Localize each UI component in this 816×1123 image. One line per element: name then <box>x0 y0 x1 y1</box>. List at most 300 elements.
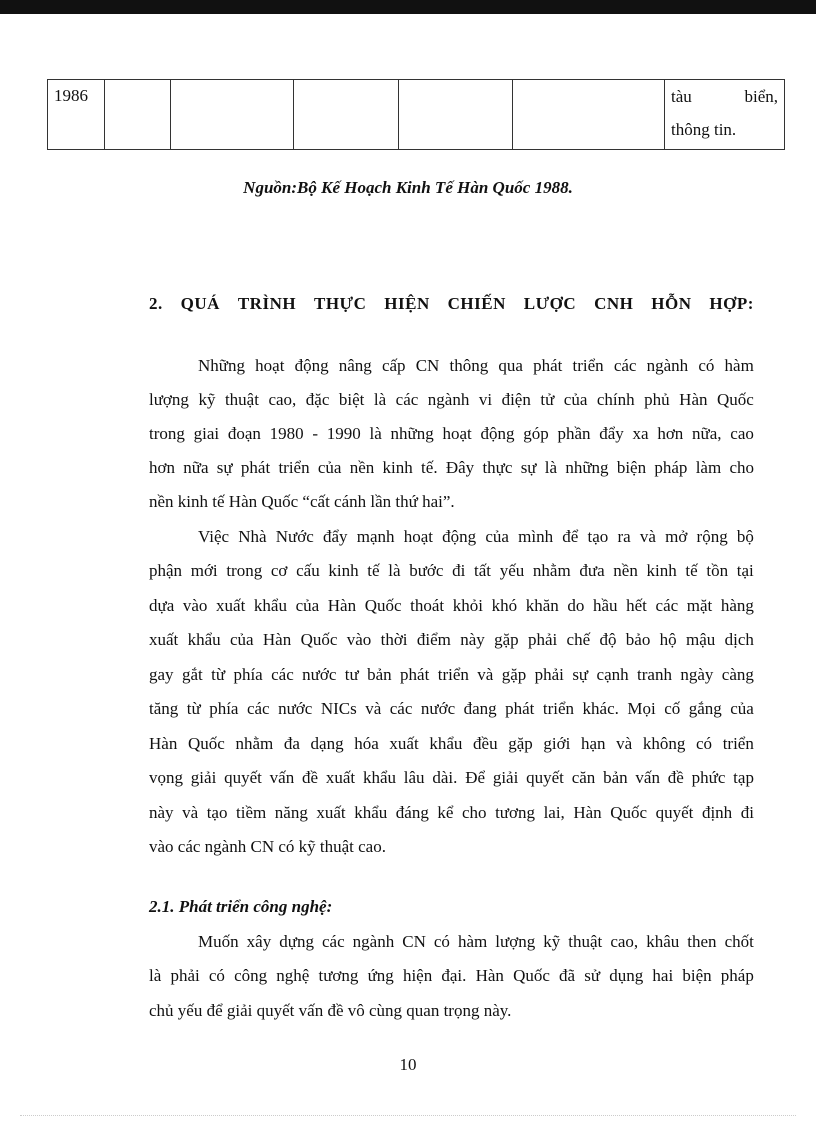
word: phải <box>170 966 200 985</box>
table-cell <box>513 80 665 150</box>
word: và <box>639 527 656 546</box>
word: nước <box>278 699 313 718</box>
word: đề <box>302 768 319 787</box>
word: đoạn <box>227 424 261 443</box>
word: Mọi <box>627 699 656 718</box>
word: do <box>567 596 585 615</box>
word: tạo <box>587 527 609 546</box>
word: các <box>321 932 345 951</box>
word: phải <box>534 665 564 684</box>
word: pháp <box>720 966 754 985</box>
word: mình <box>518 527 554 546</box>
word: cố <box>664 699 681 718</box>
word: hoạt <box>442 424 472 443</box>
word: tranh <box>637 665 672 684</box>
word: triển <box>542 699 575 718</box>
source-note: Nguồn:Bộ Kế Hoạch Kinh Tế Hàn Quốc 1988. <box>243 178 573 197</box>
word: dạng <box>310 734 344 753</box>
last-cell-line-1 <box>671 80 778 113</box>
word: tất <box>474 561 492 580</box>
word: gắt <box>181 665 203 684</box>
word: căn <box>571 768 596 787</box>
word: hơn <box>149 458 175 477</box>
word: cho <box>729 458 754 477</box>
word: ngành <box>427 390 470 409</box>
word: khẩu <box>253 596 287 615</box>
word: dài. <box>432 768 458 787</box>
word: phận <box>149 561 183 580</box>
word: vào <box>346 630 372 649</box>
word: và <box>365 699 382 718</box>
paragraph-line <box>149 424 754 444</box>
word: mạnh <box>356 527 395 546</box>
word: Quốc <box>610 803 648 822</box>
word: thực <box>482 458 513 477</box>
table-row <box>48 80 785 150</box>
word: gay <box>149 665 174 684</box>
word: 1980 <box>269 424 304 443</box>
word: biện <box>616 458 647 477</box>
heading-word: HỢP: <box>709 294 754 313</box>
word: Việc <box>198 527 230 546</box>
word: xuất <box>216 596 246 615</box>
word: dựa <box>149 596 175 615</box>
word: đẩy <box>599 424 624 443</box>
paragraph-line <box>149 390 754 410</box>
word: dụng <box>609 966 644 985</box>
word: kinh <box>382 458 413 477</box>
word: Hàn <box>475 966 504 985</box>
word: kinh <box>646 561 677 580</box>
word: kỹ <box>543 932 561 951</box>
word: hộ <box>659 630 677 649</box>
last-cell-line-2: thông tin. <box>671 120 737 139</box>
paragraph-line <box>198 932 754 952</box>
heading-word: HIỆN <box>384 294 430 313</box>
word: hàng <box>720 596 754 615</box>
word: là <box>544 458 558 477</box>
word: hoạt <box>403 527 433 546</box>
word: biệt <box>338 390 365 409</box>
word: nước <box>302 665 337 684</box>
paragraph-line <box>149 966 754 986</box>
word: tăng <box>149 699 179 718</box>
word: thuật <box>568 932 603 951</box>
paragraph-line <box>149 630 754 650</box>
word: triển <box>722 734 754 753</box>
word: đi <box>740 803 754 822</box>
word: trong <box>149 424 185 443</box>
word: làm <box>695 458 722 477</box>
word: ngành <box>352 932 395 951</box>
word: của <box>485 527 509 546</box>
word: tử <box>540 390 555 409</box>
word: gặp <box>494 630 519 649</box>
word: then <box>687 932 717 951</box>
word: 1990 <box>326 424 361 443</box>
word: cơ <box>270 561 288 580</box>
word: điện <box>501 390 531 409</box>
word: khẩu <box>429 734 463 753</box>
word: công <box>234 966 268 985</box>
word: tiềm <box>236 803 267 822</box>
word: đại. <box>441 966 467 985</box>
word: Để <box>465 768 486 787</box>
word: là <box>373 390 387 409</box>
word: khâu <box>646 932 680 951</box>
word: thoát <box>410 596 445 615</box>
paragraph-line <box>149 734 754 754</box>
paragraph-line <box>149 596 754 616</box>
word: bộ <box>736 527 754 546</box>
heading-word: CHIẾN <box>447 294 506 313</box>
word: ra <box>617 527 631 546</box>
word: bước <box>409 561 444 580</box>
word: mới <box>190 561 218 580</box>
word: đi <box>452 561 466 580</box>
table-cell <box>105 80 171 150</box>
word: nữa <box>183 458 209 477</box>
word: lâu <box>403 768 425 787</box>
word: Những <box>198 356 245 375</box>
word: có <box>698 356 715 375</box>
word: tế <box>685 561 698 580</box>
word: đang <box>463 699 497 718</box>
word: kinh <box>328 561 359 580</box>
word: gắng <box>688 699 722 718</box>
table-cell <box>294 80 399 150</box>
word: hạn <box>580 734 606 753</box>
word: tế <box>367 561 380 580</box>
word: nước <box>420 699 456 718</box>
word: định <box>701 803 733 822</box>
last-cell <box>665 80 785 150</box>
word: Hàn <box>679 390 708 409</box>
word: xuất <box>389 734 419 753</box>
word: đẩy <box>323 527 348 546</box>
word: Hàn <box>149 734 178 753</box>
word: qua <box>498 356 523 375</box>
word: đã <box>559 966 576 985</box>
word: đa <box>283 734 300 753</box>
word: Quốc <box>364 596 402 615</box>
word: phát <box>505 699 535 718</box>
word: nền <box>613 561 638 580</box>
word: đều <box>473 734 498 753</box>
table-cell <box>399 80 513 150</box>
word: chế <box>566 630 591 649</box>
word: vọng <box>149 768 183 787</box>
word: các <box>389 699 413 718</box>
word: biển, <box>744 87 778 106</box>
paragraph-line: nền kinh tế Hàn Quốc “cất cánh lần thứ hai”. <box>149 492 455 511</box>
word: NICs <box>320 699 357 718</box>
word: động <box>480 424 515 443</box>
word: phải <box>527 630 558 649</box>
word: khác. <box>582 699 619 718</box>
word: Nước <box>275 527 314 546</box>
word: nâng <box>338 356 372 375</box>
word: tàu <box>671 87 692 106</box>
word: và <box>477 665 494 684</box>
word: những <box>390 424 434 443</box>
word: rộng <box>696 527 728 546</box>
word: hơn <box>657 424 684 443</box>
heading-word: HỖN <box>651 294 692 313</box>
word: năng <box>274 803 308 822</box>
word: Hàn <box>573 803 602 822</box>
word: triển <box>278 458 310 477</box>
word: tương <box>495 803 536 822</box>
word: mở <box>665 527 688 546</box>
word: quyết <box>526 768 564 787</box>
word: tạo <box>206 803 228 822</box>
word: yếu <box>499 561 525 580</box>
word: khẩu <box>354 803 388 822</box>
word: động <box>294 356 329 375</box>
section-heading <box>149 294 754 314</box>
word: CN <box>402 932 426 951</box>
word: CN <box>415 356 440 375</box>
paragraph-line <box>149 458 754 478</box>
word: đề <box>667 768 684 787</box>
heading-word: LƯỢC <box>523 294 577 313</box>
word: xây <box>246 932 272 951</box>
word: giải <box>190 768 217 787</box>
word: thuật <box>224 390 259 409</box>
word: phức <box>691 768 726 787</box>
data-table <box>47 79 785 150</box>
word: cấu <box>296 561 320 580</box>
year-text: 1986 <box>54 86 88 105</box>
paragraph-line: vào các ngành CN có kỹ thuật cao. <box>149 837 386 856</box>
word: là <box>388 561 401 580</box>
heading-word: THỰC <box>313 294 367 313</box>
word: bản <box>367 665 392 684</box>
word: ngành <box>646 356 689 375</box>
paragraph-line <box>149 699 754 719</box>
word: khó <box>491 596 518 615</box>
word: nữa, <box>692 424 722 443</box>
word: giải <box>492 768 519 787</box>
word: góp <box>523 424 549 443</box>
heading-word: CNH <box>594 294 634 313</box>
word: phía <box>209 699 239 718</box>
word: chính <box>596 390 635 409</box>
table-cell <box>171 80 294 150</box>
word: cho <box>461 803 487 822</box>
word: lượng <box>495 932 536 951</box>
word: tạp <box>733 768 754 787</box>
word: Quốc <box>300 630 338 649</box>
paragraph-line <box>149 665 754 685</box>
word: phần <box>557 424 591 443</box>
word: và <box>182 803 199 822</box>
word: hóa <box>354 734 379 753</box>
word: hết <box>626 596 647 615</box>
word: cao, <box>268 390 297 409</box>
word: quyết <box>224 768 262 787</box>
word: cấp <box>381 356 406 375</box>
word: - <box>312 424 319 443</box>
word: nền <box>349 458 375 477</box>
word: động <box>442 527 477 546</box>
word: vấn <box>269 768 295 787</box>
word: hoạt <box>255 356 285 375</box>
word: vi <box>478 390 493 409</box>
word: hàm <box>457 932 488 951</box>
word: sự <box>572 665 589 684</box>
word: sử <box>584 966 601 985</box>
word: phát <box>240 458 271 477</box>
page-number: 10 <box>399 1055 417 1074</box>
word: không <box>642 734 686 753</box>
paragraph-line <box>149 803 754 823</box>
word: là <box>149 966 162 985</box>
heading-word: QUÁ <box>180 294 220 313</box>
word: khẩu <box>362 768 396 787</box>
word: chốt <box>724 932 754 951</box>
word: khỏi <box>452 596 483 615</box>
word: khẩu <box>187 630 221 649</box>
word: mậu <box>686 630 716 649</box>
word: hầu <box>592 596 618 615</box>
word: này <box>149 803 174 822</box>
word: sự <box>216 458 233 477</box>
word: thời <box>380 630 408 649</box>
word: Muốn <box>198 932 239 951</box>
word: nhằm <box>532 561 571 580</box>
word: triển <box>572 356 604 375</box>
paragraph-line <box>149 561 754 581</box>
page-top-edge <box>0 0 816 14</box>
word: điểm <box>416 630 451 649</box>
word: dịch <box>724 630 754 649</box>
word: các <box>395 390 419 409</box>
word: độ <box>599 630 617 649</box>
word: bảo <box>625 630 651 649</box>
word: gặp <box>501 665 527 684</box>
word: của <box>229 630 254 649</box>
subsection-heading: 2.1. Phát triển công nghệ: <box>149 897 333 916</box>
word: đáng <box>395 803 429 822</box>
word: dựng <box>279 932 314 951</box>
word: của <box>317 458 342 477</box>
word: vấn <box>635 768 660 787</box>
word: và <box>616 734 633 753</box>
word: cạnh <box>596 665 629 684</box>
word: của <box>563 390 588 409</box>
word: các <box>655 596 679 615</box>
word: phát <box>533 356 563 375</box>
word: từ <box>186 699 201 718</box>
word: trong <box>226 561 263 580</box>
word: vào <box>182 596 208 615</box>
word: càng <box>721 665 754 684</box>
word: ngày <box>680 665 714 684</box>
word: khăn <box>525 596 559 615</box>
word: đưa <box>579 561 605 580</box>
word: Quốc <box>717 390 754 409</box>
word: xuất <box>325 768 356 787</box>
page-footer-divider <box>20 1115 796 1116</box>
paragraph-line <box>198 527 754 547</box>
word: pháp <box>654 458 688 477</box>
word: tại <box>736 561 754 580</box>
word: quyết <box>655 803 694 822</box>
word: có <box>208 966 225 985</box>
paragraph-line <box>198 356 754 376</box>
word: những <box>565 458 609 477</box>
word: của <box>295 596 320 615</box>
word: các <box>271 665 294 684</box>
word: Quốc <box>513 966 550 985</box>
word: để <box>562 527 579 546</box>
word: biện <box>682 966 712 985</box>
paragraph-line <box>149 768 754 788</box>
word: gặp <box>508 734 533 753</box>
word: lai, <box>543 803 565 822</box>
word: có <box>433 932 450 951</box>
word: Quốc <box>187 734 225 753</box>
word: xuất <box>149 630 179 649</box>
word: các <box>613 356 637 375</box>
word: phủ <box>644 390 670 409</box>
word: cao <box>730 424 754 443</box>
word: nghệ <box>276 966 310 985</box>
word: đặc <box>305 390 330 409</box>
word: kỹ <box>198 390 216 409</box>
word: phát <box>400 665 430 684</box>
word: hai <box>652 966 674 985</box>
word: phía <box>233 665 263 684</box>
word: Hàn <box>262 630 292 649</box>
word: Nhà <box>238 527 267 546</box>
word: là <box>369 424 382 443</box>
word: hàm <box>724 356 754 375</box>
year-cell <box>48 80 105 150</box>
word: lượng <box>149 390 189 409</box>
word: sự <box>520 458 537 477</box>
word: nhằm <box>235 734 274 753</box>
word: có <box>696 734 713 753</box>
word: ứng <box>367 966 394 985</box>
word: tế. <box>421 458 438 477</box>
word: của <box>730 699 754 718</box>
word: giai <box>193 424 220 443</box>
word: bản <box>603 768 628 787</box>
word: xuất <box>316 803 346 822</box>
word: hiện <box>402 966 433 985</box>
word: tương <box>318 966 359 985</box>
word: từ <box>211 665 226 684</box>
word: triển <box>437 665 469 684</box>
word: này <box>460 630 485 649</box>
heading-word: 2. <box>149 294 163 313</box>
word: Hàn <box>327 596 357 615</box>
word: cao, <box>610 932 639 951</box>
heading-word: TRÌNH <box>237 294 297 313</box>
word: kể <box>437 803 454 822</box>
word: xa <box>632 424 649 443</box>
word: tồn <box>706 561 729 580</box>
word: giới <box>543 734 571 753</box>
word: các <box>246 699 270 718</box>
word: Đây <box>445 458 475 477</box>
paragraph-line: chủ yếu để giải quyết vấn đề vô cùng quan trọng này. <box>149 1001 512 1020</box>
word: thông <box>449 356 489 375</box>
word: tư <box>344 665 359 684</box>
